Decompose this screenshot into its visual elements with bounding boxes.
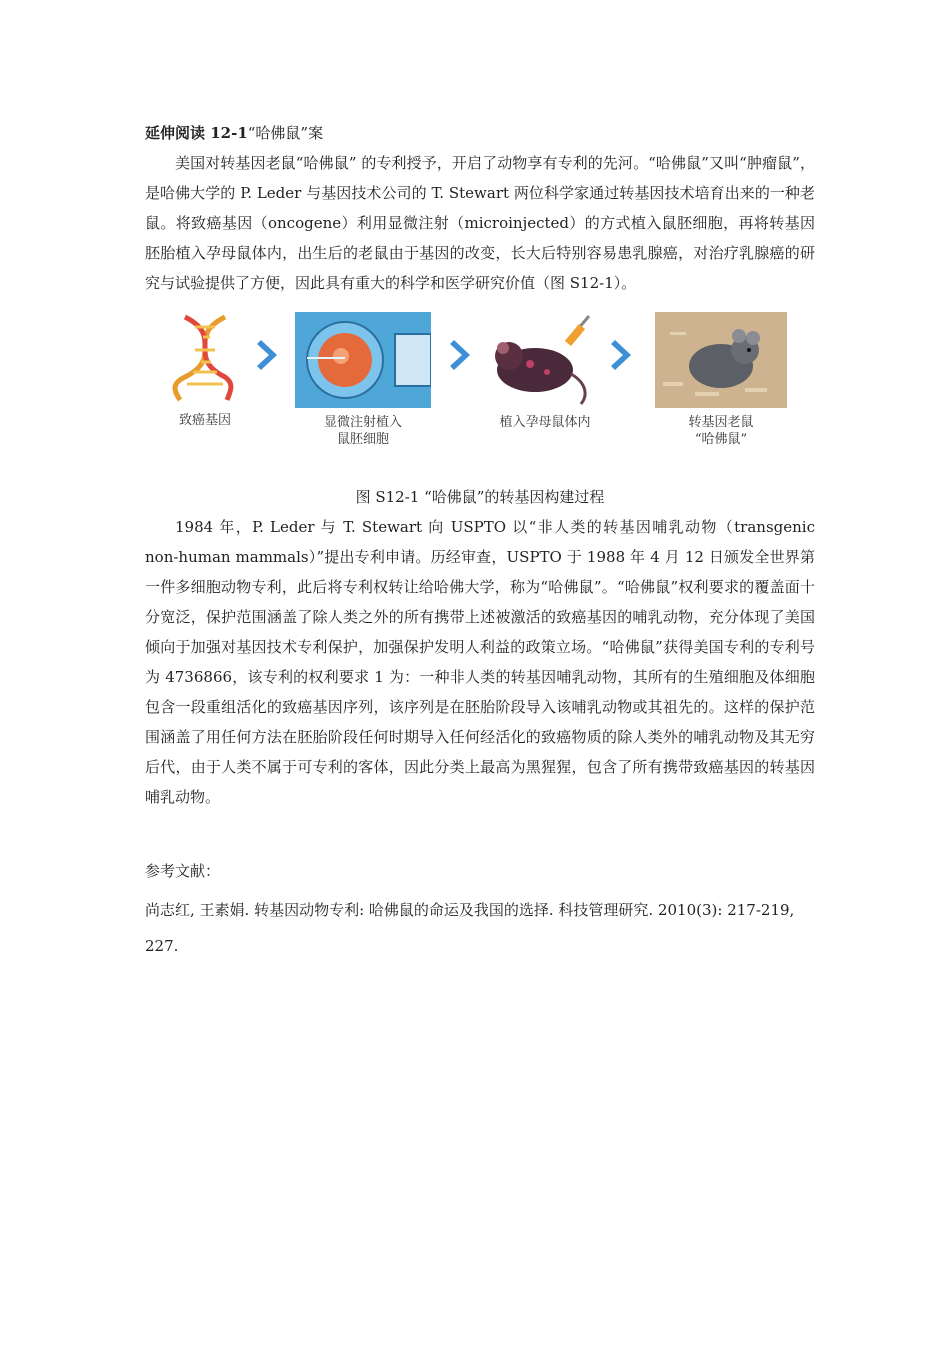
body-paragraph: 1984 年，P. Leder 与 T. Stewart 向 USPTO 以“非人类的转基因哺乳动物（transgenic non-human mammals）”提出专利申请。历经审查，USPTO 于 1988 年 4 月 12 日颁发全世界第一件多细胞动物专利，此后将专利权转让给哈佛大学，称为“哈佛鼠”。“哈佛鼠”权利要求的覆盖面十分宽泛，保护范围涵盖了除人类之外的所有携带上述被激活的致癌基因的哺乳动物，充分体现了美国倾向于加强对基因技术专利保护，加强保护发明人利益的政策立场。“哈佛鼠”获得美国专利的专利号为 4736866，该专利的权利要求 1 为：一种非人类的转基因哺乳动物，其所有的生殖细胞及体细胞包含一段重组活化的致癌基因序列，该序列是在胚胎阶段导入该哺乳动物或其祖先的。这样的保护范围涵盖了用任何方法在胚胎阶段任何时期导入任何经活化的致癌物质的除人类外的哺乳动物及其无穷后代，由于人类不属于可专利的客体，因此分类上最高为黑猩猩，包含了所有携带致癌基因的转基因哺乳动物。 xyxy=(145,518,815,806)
step-label-implant: 植入孕母鼠体内 xyxy=(499,415,591,430)
arrow-icon xyxy=(257,338,283,376)
harvard-mouse-icon xyxy=(655,312,787,408)
step-label-microinjection: 显微注射植入 鼠胚细胞 xyxy=(323,415,402,447)
microinjection-icon xyxy=(295,312,431,408)
reference-item: 尚志红, 王素娟. 转基因动物专利: 哈佛鼠的命运及我国的选择. 科技管理研究. 2010(3): 217-219, 227. xyxy=(145,901,795,955)
intro-paragraph: 美国对转基因老鼠“哈佛鼠” 的专利授予，开启了动物享有专利的先河。“哈佛鼠”又叫“肿瘤鼠”，是哈佛大学的 P. Leder 与基因技术公司的 T. Stewart 两位科学家通过转基因技术培育出来的一种老鼠。将致癌基因（oncogene）利用显微注射（microinjected）的方式植入鼠胚细胞，再将转基因胚胎植入孕母鼠体内，出生后的老鼠由于基因的改变，长大后特别容易患乳腺癌，对治疗乳腺癌的研究与试验提供了方便，因此具有重大的科学和医学研究价值（图 S12-1）。 xyxy=(145,154,815,292)
heading-title: “哈佛鼠”案 xyxy=(247,124,324,142)
step-oncogene xyxy=(145,312,265,429)
step-label-harvard-mouse: 转基因老鼠 “哈佛鼠” xyxy=(688,415,754,447)
document-page xyxy=(145,118,815,964)
mouse-syringe-icon xyxy=(485,312,605,408)
figure-caption: 图 S12-1 “哈佛鼠”的转基因构建过程 xyxy=(355,488,605,506)
figure-s12-1 xyxy=(145,312,815,482)
heading-label: 延伸阅读 12-1 xyxy=(145,124,248,142)
step-harvard-mouse xyxy=(651,312,791,448)
step-implant xyxy=(475,312,615,431)
references-title: 参考文献： xyxy=(145,862,221,880)
arrow-icon xyxy=(450,338,476,376)
step-microinjection xyxy=(293,312,433,448)
arrow-icon xyxy=(611,338,637,376)
dna-icon xyxy=(165,312,245,402)
step-label-oncogene: 致癌基因 xyxy=(178,413,231,428)
section-heading xyxy=(145,118,815,148)
